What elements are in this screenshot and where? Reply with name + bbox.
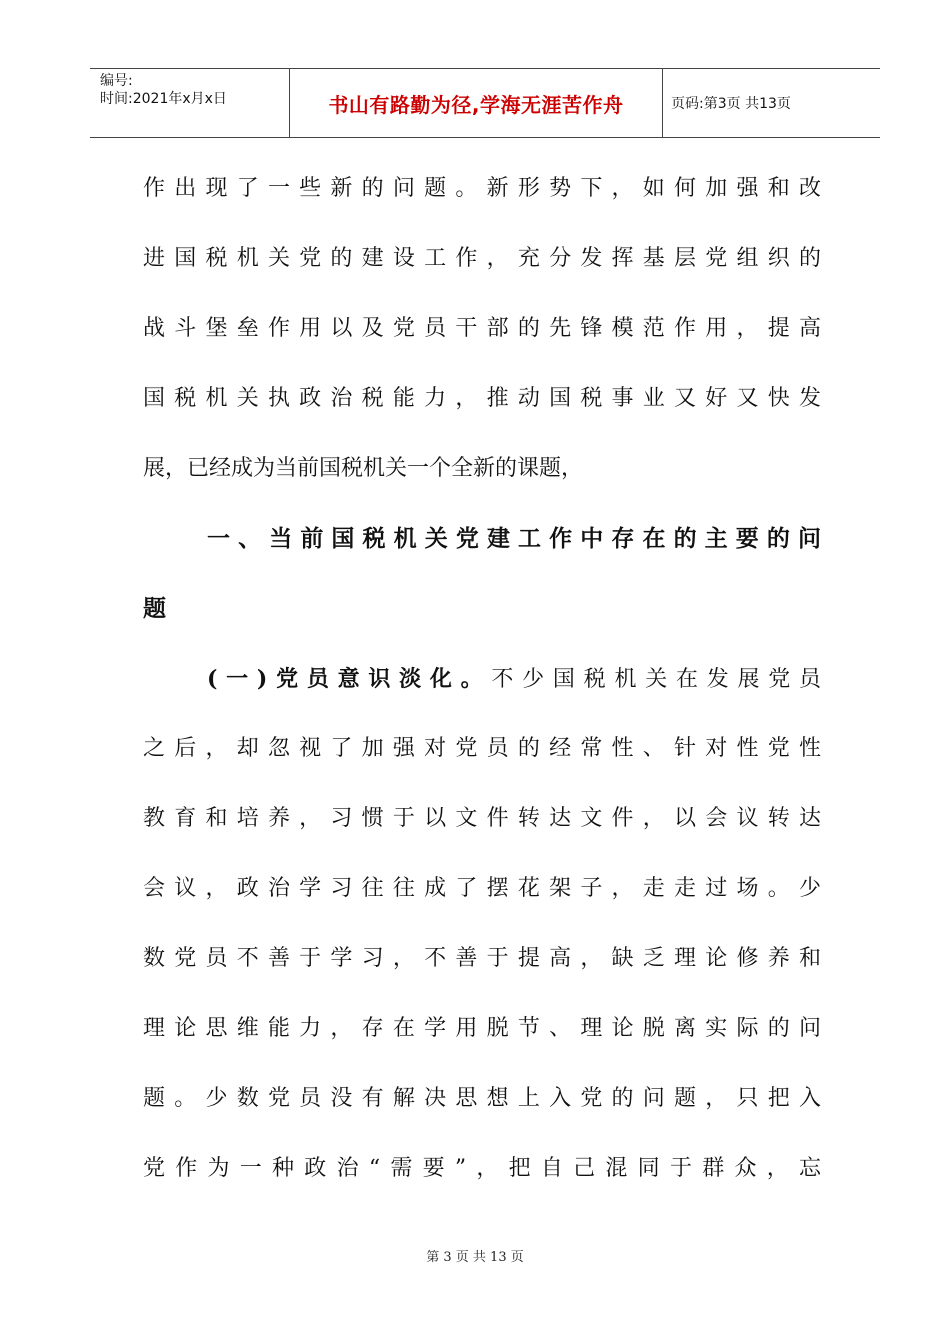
body-line: 作出现了一些新的问题。新形势下，如何加强和改 [143,176,821,201]
body-line: 展，已经成为当前国税机关一个全新的课题， [143,456,584,481]
body-line: 党作为一种政治“需要”，把自己混同于群众，忘 [143,1156,821,1181]
header-info [90,69,290,137]
body-line: 国税机关执政治税能力，推动国税事业又好又快发 [143,386,821,411]
body-line: 题。少数党员没有解决思想上入党的问题，只把入 [143,1086,821,1111]
page-header [90,68,880,138]
document-time-label: 时间:2021年x月x日 [100,91,227,107]
subsection-first-line [143,644,821,714]
subsection-title: (一)党员意识淡化。 [207,666,492,692]
page-footer: 第 3 页 共 13 页 [426,1250,524,1265]
body-line: 进国税机关党的建设工作，充分发挥基层党组织的 [143,246,821,271]
document-number-label: 编号: [100,73,133,89]
subsection-text: 不少国税机关在发展党员 [491,667,821,692]
body-line: 战斗堡垒作用以及党员干部的先锋模范作用，提高 [143,316,821,341]
body-line: 理论思维能力，存在学用脱节、理论脱离实际的问 [143,1016,821,1041]
body-line: 教育和培养，习惯于以文件转达文件，以会议转达 [143,806,821,831]
body-line: 之后，却忽视了加强对党员的经常性、针对性党性 [143,736,821,761]
header-motto-cell [290,69,663,137]
section-heading: 一、当前国税机关党建工作中存在的主要的问 [207,525,821,552]
header-page-label: 页码:第3页 共13页 [671,96,791,112]
body-line: 会议，政治学习往往成了摆花架子，走走过场。少 [143,876,821,901]
header-page-cell [663,69,880,137]
section-heading-continued: 题 [143,595,166,622]
header-motto: 书山有路勤为径,学海无涯苦作舟 [328,92,624,117]
document-body [143,154,821,1204]
body-line: 数党员不善于学习，不善于提高，缺乏理论修养和 [143,946,821,971]
